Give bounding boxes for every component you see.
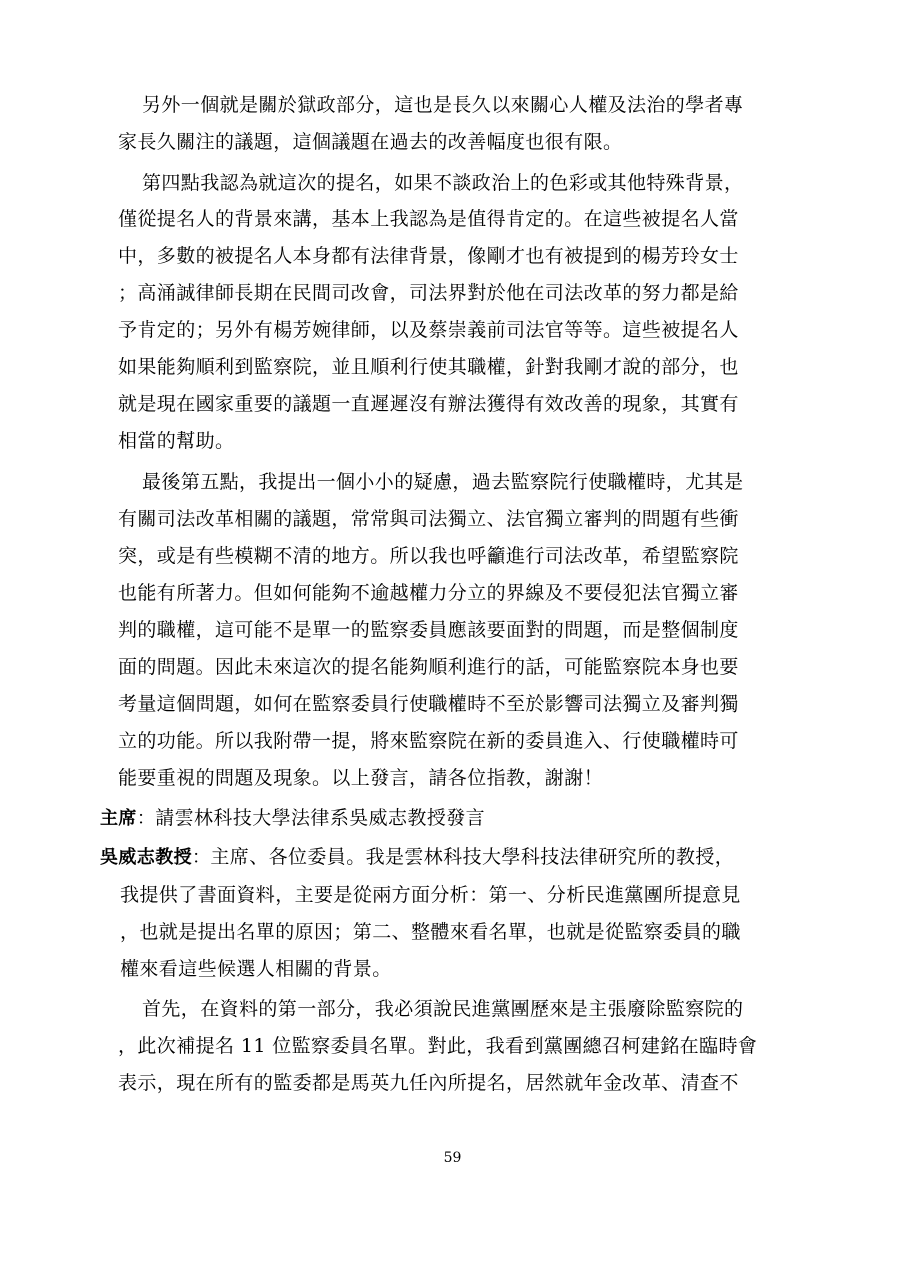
speaker-name: 吳威志教授 [100,847,192,868]
text-line: 另外一個就是關於獄政部分，這也是長久以來關心人權及法治的學者專 [142,94,744,116]
speaker-text: 請雲林科技大學法律系吳威志教授發言 [155,807,486,829]
text-line: 第四點我認為就這次的提名，如果不談政治上的色彩或其他特殊背景， [142,172,744,194]
text-line: 也能有所著力。但如何能夠不逾越權力分立的界線及不要侵犯法官獨立審 [118,582,739,604]
text-line: 有關司法改革相關的議題，常常與司法獨立、法官獨立審判的問題有些衝 [118,508,739,530]
text-line: 家長久關注的議題，這個議題在過去的改善幅度也很有限。 [118,131,623,153]
speaker-name: 主席 [100,808,137,829]
speaker-separator: ： [192,847,211,868]
speaker-separator: ： [136,808,156,829]
speaker-text: 主席、各位委員。我是雲林科技大學科技法律研究所的教授， [210,846,735,868]
text-line: 就是現在國家重要的議題一直遲遲沒有辦法獲得有效改善的現象，其實有 [118,393,739,415]
text-line: ；高涌誠律師長期在民間司改會，司法界對於他在司法改革的努力都是給 [118,282,739,304]
text-line: ，也就是提出名單的原因；第二、整體來看名單，也就是從監察委員的職 [120,921,741,943]
text-line: 予肯定的；另外有楊芳婉律師，以及蔡崇義前司法官等等。這些被提名人 [118,319,739,341]
text-line: 最後第五點，我提出一個小小的疑慮，過去監察院行使職權時，尤其是 [142,471,744,493]
text-line: 能要重視的問題及現象。以上發言，請各位指教，謝謝！ [118,767,604,789]
chair-line [100,806,485,831]
text-line: 面的問題。因此未來這次的提名能夠順利進行的話，可能監察院本身也要 [118,656,739,678]
wu-first-line [100,845,734,870]
text-line: 立的功能。所以我附帶一提，將來監察院在新的委員進入、行使職權時可 [118,730,739,752]
text-line: 僅從提名人的背景來講，基本上我認為是值得肯定的。在這些被提名人當 [118,208,739,230]
text-line: 判的職權，這可能不是單一的監察委員應該要面對的問題，而是整個制度 [118,619,739,641]
text-line: 表示，現在所有的監委都是馬英九任內所提名，居然就年金改革、清查不 [118,1072,739,1094]
text-line: 首先，在資料的第一部分，我必須說民進黨團歷來是主張廢除監察院的 [142,998,744,1020]
text-line: 相當的幫助。 [118,430,235,452]
text-line: 如果能夠順利到監察院，並且順利行使其職權，針對我剛才說的部分，也 [118,356,739,378]
text-line: 中，多數的被提名人本身都有法律背景，像剛才也有被提到的楊芳玲女士 [118,245,739,267]
text-line: ，此次補提名 11 位監察委員名單。對此，我看到黨團總召柯建銘在臨時會 [118,1035,758,1057]
page-number: 59 [443,1150,462,1166]
text-line: 我提供了書面資料，主要是從兩方面分析：第一、分析民進黨團所提意見 [120,884,741,906]
text-line: 突，或是有些模糊不清的地方。所以我也呼籲進行司法改革，希望監察院 [118,545,739,567]
text-line: 考量這個問題，如何在監察委員行使職權時不至於影響司法獨立及審判獨 [118,693,739,715]
text-line: 權來看這些候選人相關的背景。 [120,958,392,980]
